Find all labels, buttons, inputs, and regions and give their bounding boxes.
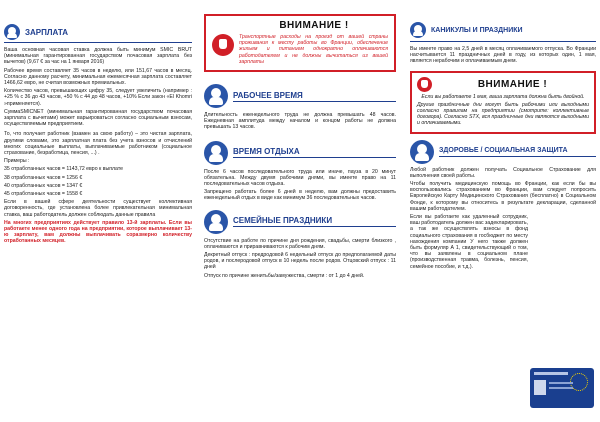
- example-item: 35 отработанных часов = 1143,72 евро к выплате: [4, 166, 124, 173]
- conditions-column: [204, 0, 396, 422]
- stop-hand-icon: [417, 77, 432, 92]
- example-item: 40 отработанных часов = 1347 €: [4, 182, 83, 189]
- salary-paragraph: То, что получает работник (взамен за свою работу) – это чистая зарплата, другими словами, это зарплатная плата без учета взносов и отчислений многих социальные выплаты, выплачиваемые работником (социальное страхование, безработица, пенсия, ...) .: [4, 131, 192, 157]
- salary-title: ЗАРПЛАТА: [25, 27, 69, 37]
- transport-alert-box: [204, 14, 396, 72]
- alert-text: Если вы работаете 1 мая, ваша зарплата должна быть двойной.: [421, 93, 585, 100]
- agreement-note: Если в вашей сфере деятельности существует коллективная договоренность, где установлена более привлекательная минимальная ставка, ваш работодатель должен соблюдать данные правила: [4, 199, 192, 218]
- worker-helmet-icon: [410, 140, 434, 164]
- may-day-alert-box: [410, 71, 596, 134]
- salary-paragraph: СуммаSMICNET (минимальная гарантированная государством почасовая зарплата с вычетами) может варьироваться согласно социальным взносам, осуществляемым предприятием.: [4, 108, 192, 128]
- divider: [410, 41, 596, 42]
- vacation-text: Вы имеете право на 2,5 дней в месяц оплачиваемого отпуска. Во Франции насчитывается 11 праздничных дней в году, из которых один, 1 мая, является нерабочим и оплачиваемым днем.: [410, 46, 596, 65]
- worker-helmet-icon: [4, 24, 20, 40]
- family-title: СЕМЕЙНЫЕ ПРАЗДНИКИ: [233, 216, 396, 227]
- vacation-header: [410, 22, 596, 38]
- worker-helmet-icon: [204, 210, 228, 234]
- rest-time-header: [204, 141, 396, 165]
- rest-time-title: ВРЕМЯ ОТДЫХА: [233, 147, 396, 158]
- health-text: Если вы работаете как удаленный сотрудник, ваш работодатель должен вас задекларировать, а так же осуществлять взносы в фонд социального страхования в госбюджет по месту нахождения компании У него также должен быть формуляр А 1, свидетельствующий о том, что вы заявлены в социальном плане (производственная травма, болезнь, пенсия, семейное пособие, и т.д.).: [410, 214, 528, 270]
- worker-helmet-icon: [204, 141, 228, 165]
- european-health-card-image: [530, 368, 594, 408]
- leave-column: [410, 0, 596, 422]
- work-time-text: Длительность еженедельного труда не должна превышать 48 часов. Ежедневная амплитуда между началом и концом работы не должна превышать 13 часов.: [204, 112, 396, 131]
- work-time-title: РАБОЧЕЕ ВРЕМЯ: [233, 91, 396, 102]
- thirteenth-salary-warning: На многих предприятиях действует правило 13-й зарплаты. Если вы работаете менее одного года на предприятии, которое выплачивает 13-ю зарплату, вам должны выплачивать соразмерно количеству отработанных месяцев.: [4, 219, 192, 245]
- alert-text: Другие праздничные дни могут быть рабочими или выходными согласно правилам на предприятии (смотрите: коллективные договора). Согласно STX, вся праздничные дни являются выходными и оплачиваемыми.: [417, 101, 589, 127]
- divider: [4, 42, 192, 43]
- salary-column: [4, 0, 192, 422]
- worker-helmet-icon: [204, 84, 228, 108]
- vacation-title: КАНИКУЛЫ И ПРАЗДНИКИ: [431, 26, 523, 34]
- alert-title: ВНИМАНИЕ !: [279, 20, 349, 31]
- work-time-header: [204, 84, 396, 108]
- salary-header: [4, 24, 192, 40]
- alert-text: Транспортные расходы на проезд от вашей страны проживания к месту работы во Франции, обеспечение жильем и питанием однократно оплачиваются работодателем и не должны вычитаться из вашей зарплаты: [239, 34, 388, 65]
- rest-time-text: После 6 часов последовательного труда или иначе, пауза в 20 минут обязательна. Между двумя рабочими днями, вы имеете право на 11 последовательных часов отдыха.: [204, 168, 396, 188]
- family-text: Отсутствие на работе по причине дня рождения, свадьбы, смерти близкого , оплачиваются и приравниваются к рабочим дням.: [204, 237, 396, 250]
- salary-paragraph: Рабочее время составляет 35 часов в неделю, или 151,67 часов в месяц. Согласно данному расчету, минимальная ежемесячная зарплата составляет 1466,62 евро, не считая возможных премиальных.: [4, 67, 192, 87]
- salary-paragraph: Ваша основная часовая ставка должна быть минимум SMIC BRUT (минимальная гарантированная государством почасовая зарплата без вычетов) (9,67 € за час на 1 января 2016): [4, 47, 192, 66]
- examples-label: Примеры :: [4, 158, 30, 165]
- family-text: Отпуск по причине женитьбы/замужества, смерти : от 1 до 4 дней.: [204, 272, 365, 279]
- health-text: Любой работник должен получать Социальное Страхование для выполнения своей работы.: [410, 166, 596, 179]
- health-header: [410, 140, 596, 164]
- worker-helmet-icon: [410, 22, 426, 38]
- health-text: Чтобы получить медицинскую помощь во Франции, как если бы вы воспользовались страхованием во Франции, вам следует попросить Европейскую Карту Медицинского Страхования (бесплатно) в Социальном Фонде, к которому вы относитесь в результате декларации, сделанной вашим работодателем.: [410, 181, 596, 212]
- example-item: 38 отработанных часов = 1256 €: [4, 174, 83, 181]
- family-text: Декретный отпуск : предродовой 6 недельный отпуск до предполагаемой даты родов, и послеродовой отпуск в 10 недель после родов. Отцовский отпуск : 11 дней: [204, 252, 396, 271]
- example-item: 45 отработанных часов = 1558 €: [4, 191, 83, 198]
- stop-hand-icon: [212, 34, 234, 56]
- family-header: [204, 210, 396, 234]
- rest-time-text: Запрещено работать более 6 дней в неделю, вам должны предоставить еженедельный отдых в виде как минимум 36 последовательных часов.: [204, 189, 396, 202]
- alert-title: ВНИМАНИЕ !: [477, 78, 548, 90]
- health-title: ЗДОРОВЬЕ / СОЦИАЛЬНАЯ ЗАЩИТА: [439, 146, 596, 157]
- salary-paragraph: Количество часов, превышающих цифру 35, следует увеличить (например : +25 % с 36 до 43 часов, +50 % с 44 до 48 часов, +10% Если закон «El Khomri »применяется).: [4, 88, 192, 107]
